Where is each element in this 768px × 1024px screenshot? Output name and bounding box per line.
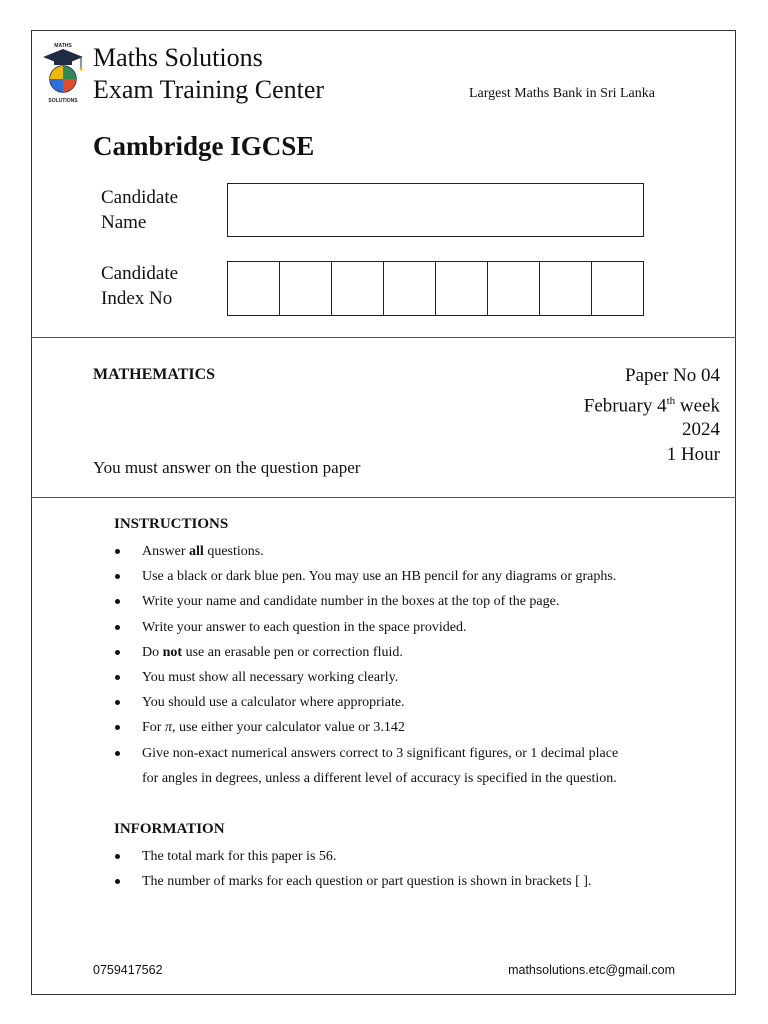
list-item: You must show all necessary working clearly. <box>113 665 618 690</box>
candidate-name-label: Candidate Name <box>101 187 179 233</box>
svg-text:MATHS: MATHS <box>54 43 72 49</box>
list-item: You should use a calculator where appropriate. <box>113 690 618 715</box>
index-digit-box[interactable] <box>280 262 332 315</box>
footer-phone: 0759417562 <box>93 963 163 977</box>
candidate-name-field[interactable] <box>227 183 644 237</box>
list-item: The number of marks for each question or part question is shown in brackets [ ]. <box>113 869 591 894</box>
index-digit-box[interactable] <box>592 262 643 315</box>
index-digit-box[interactable] <box>488 262 540 315</box>
section-divider <box>31 497 736 498</box>
brand-name: Maths Solutions <box>93 43 263 72</box>
list-item: Write your answer to each question in the space provided. <box>113 615 618 640</box>
index-digit-box[interactable] <box>332 262 384 315</box>
footer-email: mathsolutions.etc@gmail.com <box>508 963 675 977</box>
list-item-continuation: for angles in degrees, unless a different level of accuracy is specified in the question. <box>142 770 617 786</box>
paper-details <box>584 364 720 467</box>
list-item: Do not use an erasable pen or correction fluid. <box>113 640 618 665</box>
instructions-heading: INSTRUCTIONS <box>114 516 229 532</box>
maths-solutions-logo <box>38 40 88 104</box>
paper-week: February 4th week <box>583 394 720 416</box>
svg-text:SOLUTIONS: SOLUTIONS <box>48 98 78 104</box>
list-item: For π, use either your calculator value or 3.142 <box>113 715 618 740</box>
candidate-index-field[interactable] <box>227 261 644 316</box>
information-heading: INFORMATION <box>114 821 225 837</box>
list-item: Answer all questions. <box>113 539 618 564</box>
paper-duration: 1 Hour <box>666 443 720 465</box>
list-item: Write your name and candidate number in the boxes at the top of the page. <box>113 589 618 614</box>
brand-subtitle: Exam Training Center <box>93 75 325 104</box>
answer-note: You must answer on the question paper <box>93 458 361 477</box>
list-item: Give non-exact numerical answers correct to 3 significant figures, or 1 decimal place <box>113 741 618 766</box>
index-digit-box[interactable] <box>436 262 488 315</box>
paper-year: 2024 <box>682 419 720 441</box>
information-list <box>113 844 591 894</box>
subject-title: MATHEMATICS <box>93 366 216 383</box>
index-digit-box[interactable] <box>228 262 280 315</box>
exam-title: Cambridge IGCSE <box>93 131 315 161</box>
list-item: Use a black or dark blue pen. You may use an HB pencil for any diagrams or graphs. <box>113 564 618 589</box>
tagline: Largest Maths Bank in Sri Lanka <box>469 86 655 101</box>
index-digit-box[interactable] <box>384 262 436 315</box>
list-item: The total mark for this paper is 56. <box>113 844 591 869</box>
section-divider <box>31 337 736 338</box>
instructions-list <box>113 539 618 791</box>
candidate-index-label: Candidate Index No <box>101 263 179 309</box>
paper-number: Paper No 04 <box>625 365 720 386</box>
index-digit-box[interactable] <box>540 262 592 315</box>
